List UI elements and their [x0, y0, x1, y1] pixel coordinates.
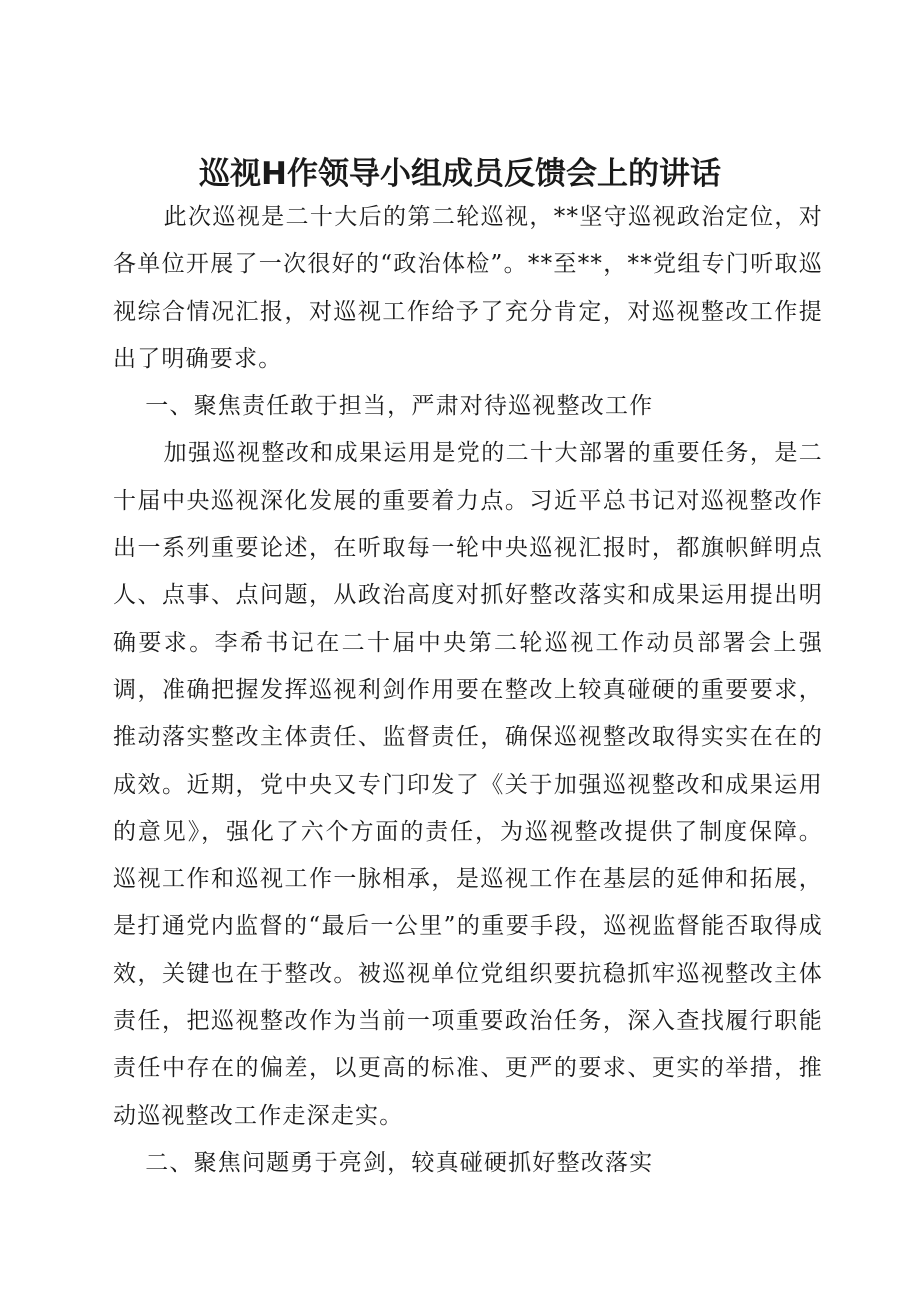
section-heading-1: 一、聚焦责任敢于担当，严肃对待巡视整改工作	[145, 393, 654, 420]
intro-paragraph: 此次巡视是二十大后的第二轮巡视，**坚守巡视政治定位，对各单位开展了一次很好的“政治体检”。**至**，**党组专门听取巡视综合情况汇报，对巡视工作给予了充分肯定，对巡视整改工作提出了明确要求。	[113, 204, 823, 372]
document-body	[113, 194, 823, 1187]
section-1-paragraph: 加强巡视整改和成果运用是党的二十大部署的重要任务，是二十届中央巡视深化发展的重要着力点。习近平总书记对巡视整改作出一系列重要论述，在听取每一轮中央巡视汇报时，都旗帜鲜明点人、点事、点问题，从政治高度对抓好整改落实和成果运用提出明确要求。李希书记在二十届中央第二轮巡视工作动员部署会上强调，准确把握发挥巡视利剑作用要在整改上较真碰硬的重要要求，推动落实整改主体责任、监督责任，确保巡视整改取得实实在在的成效。近期，党中央又专门印发了《关于加强巡视整改和成果运用的意见》，强化了六个方面的责任，为巡视整改提供了制度保障。巡视工作和巡视工作一脉相承，是巡视工作在基层的延伸和拓展，是打通党内监督的“最后一公里”的重要手段，巡视监督能否取得成效，关键也在于整改。被巡视单位党组织要抗稳抓牢巡视整改主体责任，把巡视整改作为当前一项重要政治任务，深入查找履行职能责任中存在的偏差，以更高的标准、更严的要求、更实的举措，推动巡视整改工作走深走实。	[113, 440, 823, 1129]
document-title: 巡视H作领导小组成员反馈会上的讲话	[199, 156, 721, 192]
section-heading-2: 二、聚焦问题勇于亮剑，较真碰硬抓好整改落实	[145, 1149, 654, 1176]
